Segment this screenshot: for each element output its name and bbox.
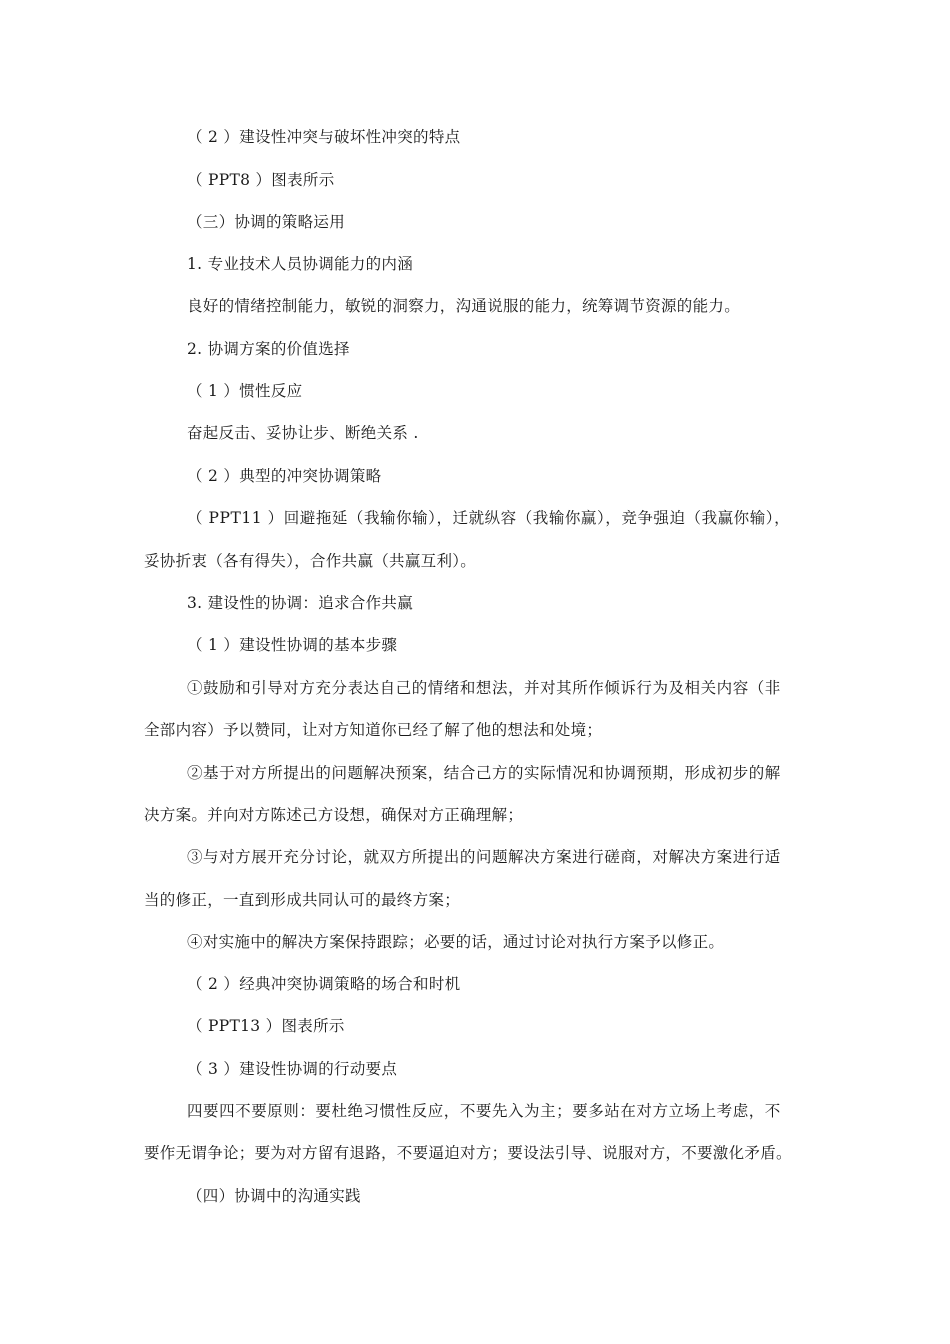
paragraph-strategies-line1: （ PPT11 ）回避拖延（我输你输），迁就纵容（我输你赢），竞争强迫（我赢你输）， xyxy=(187,509,791,527)
item-classic-strategy-timing: （ 2 ）经典冲突协调策略的场合和时机 xyxy=(187,975,461,993)
note-ppt8: （ PPT8 ）图表所示 xyxy=(187,171,335,189)
step3-line1: ③与对方展开充分讨论，就双方所提出的问题解决方案进行磋商，对解决方案进行适 xyxy=(187,848,781,866)
item-action-points: （ 3 ）建设性协调的行动要点 xyxy=(187,1060,398,1078)
step3-line2: 当的修正，一直到形成共同认可的最终方案； xyxy=(144,891,461,909)
paragraph-inertial-reaction: 奋起反击、妥协让步、断绝关系 . xyxy=(187,424,419,442)
section-heading-coordination-strategy: （三）协调的策略运用 xyxy=(187,213,346,231)
item-typical-strategies: （ 2 ）典型的冲突协调策略 xyxy=(187,467,382,485)
heading-constructive-destructive-conflict: （ 2 ）建设性冲突与破坏性冲突的特点 xyxy=(187,128,461,146)
item-inertial-reaction: （ 1 ）惯性反应 xyxy=(187,382,303,400)
item-basic-steps: （ 1 ）建设性协调的基本步骤 xyxy=(187,636,398,654)
step1-line2: 全部内容）予以赞同，让对方知道你已经了解了他的想法和处境； xyxy=(144,721,603,739)
step1-line1: ①鼓励和引导对方充分表达自己的情绪和想法，并对其所作倾诉行为及相关内容（非 xyxy=(187,679,781,697)
paragraph-principles-line1: 四要四不要原则：要杜绝习惯性反应，不要先入为主；要多站在对方立场上考虑，不 xyxy=(187,1102,781,1120)
paragraph-ability-content: 良好的情绪控制能力，敏锐的洞察力，沟通说服的能力，统筹调节资源的能力。 xyxy=(187,297,741,315)
step2-line1: ②基于对方所提出的问题解决预案，结合己方的实际情况和协调预期，形成初步的解 xyxy=(187,764,781,782)
paragraph-strategies-line2: 妥协折衷（各有得失），合作共赢（共赢互利）。 xyxy=(144,552,477,570)
section-heading-communication-practice: （四）协调中的沟通实践 xyxy=(187,1187,361,1205)
subheading-coordination-ability: 1. 专业技术人员协调能力的内涵 xyxy=(187,255,414,273)
paragraph-principles-line2: 要作无谓争论；要为对方留有退路，不要逼迫对方；要设法引导、说服对方，不要激化矛盾。 xyxy=(144,1144,792,1162)
step4-line1: ④对实施中的解决方案保持跟踪；必要的话，通过讨论对执行方案予以修正。 xyxy=(187,933,725,951)
subheading-constructive-coordination: 3. 建设性的协调：追求合作共赢 xyxy=(187,594,414,612)
note-ppt13: （ PPT13 ）图表所示 xyxy=(187,1017,345,1035)
step2-line2: 决方案。并向对方陈述己方设想，确保对方正确理解； xyxy=(144,806,524,824)
subheading-value-choice: 2. 协调方案的价值选择 xyxy=(187,340,350,358)
